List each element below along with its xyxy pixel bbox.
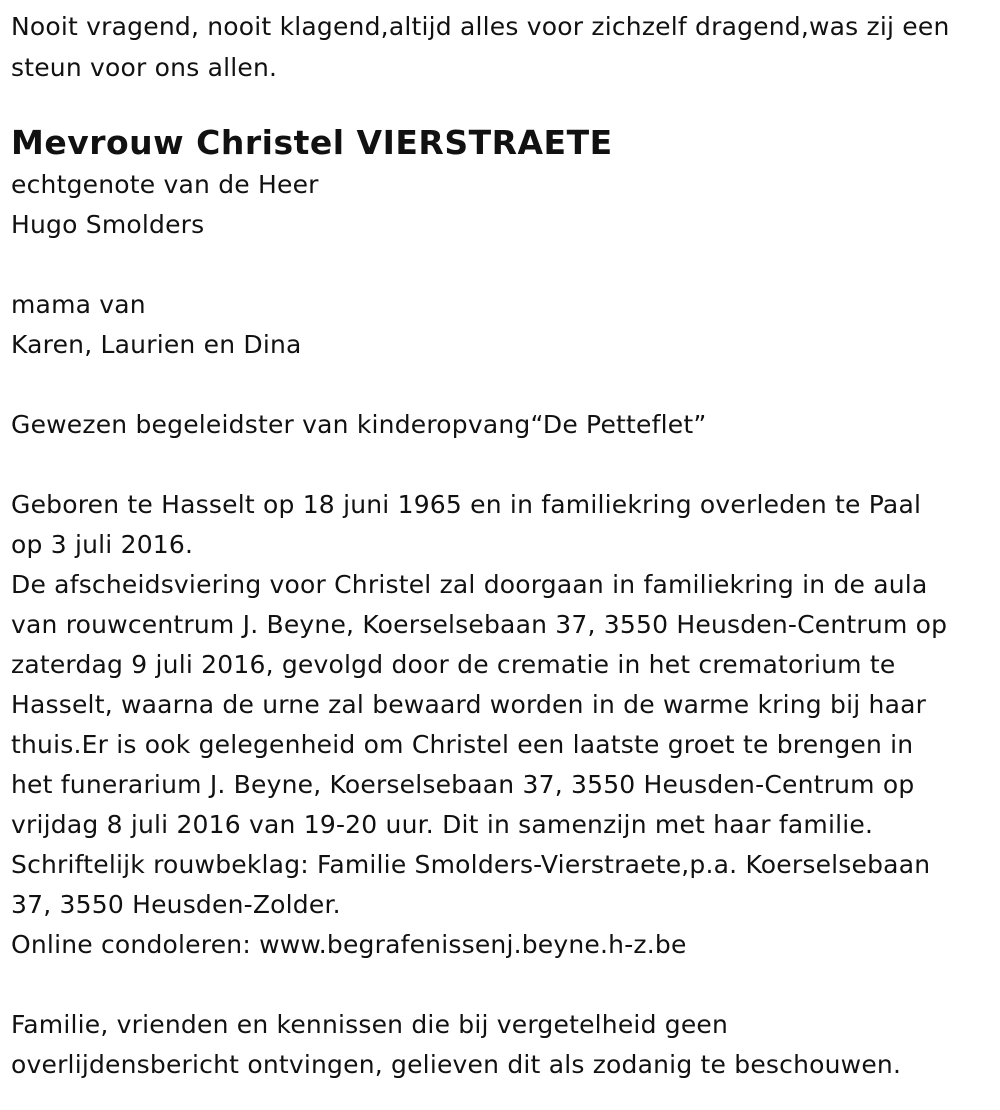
children-line: Karen, Laurien en Dina <box>11 330 302 359</box>
spacer <box>11 365 996 405</box>
closing-line: overlijdensbericht ontvingen, gelieven dit als zodanig te beschouwen. <box>11 1050 902 1079</box>
children-info <box>11 285 996 365</box>
announcement-line: Online condoleren: www.begrafenissenj.beyne.h-z.be <box>11 930 687 959</box>
closing-line: Familie, vrienden en kennissen die bij vergetelheid geen <box>11 1010 729 1039</box>
spouse-line: Hugo Smolders <box>11 210 205 239</box>
announcement-line: thuis.Er is ook gelegenheid om Christel een laatste groet te brengen in <box>11 730 914 759</box>
announcement-line: Hasselt, waarna de urne zal bewaard worden in de warme kring bij haar <box>11 690 927 719</box>
spacer <box>11 965 996 1005</box>
spouse-line: echtgenote van de Heer <box>11 170 319 199</box>
announcement-line: De afscheidsviering voor Christel zal doorgaan in familiekring in de aula <box>11 570 928 599</box>
spacer <box>11 89 996 121</box>
deceased-name: Mevrouw Christel VIERSTRAETE <box>11 123 613 162</box>
children-line: mama van <box>11 290 146 319</box>
announcement-line: vrijdag 8 juli 2016 van 19-20 uur. Dit in samenzijn met haar familie. <box>11 810 874 839</box>
occupation-line: Gewezen begeleidster van kinderopvang“De Petteflet” <box>11 410 707 439</box>
motto <box>11 7 996 89</box>
motto-line: Nooit vragend, nooit klagend,altijd alles voor zichzelf dragend,was zij een <box>11 12 950 41</box>
closing <box>11 1005 996 1085</box>
announcement-line: van rouwcentrum J. Beyne, Koerselsebaan 37, 3550 Heusden-Centrum op <box>11 610 948 639</box>
announcement-line: Geboren te Hasselt op 18 juni 1965 en in familiekring overleden te Paal <box>11 490 922 519</box>
announcement-line: 37, 3550 Heusden-Zolder. <box>11 890 341 919</box>
announcement-line: Schriftelijk rouwbeklag: Familie Smolders-Vierstraete,p.a. Koerselsebaan <box>11 850 931 879</box>
death-notice <box>11 7 996 1085</box>
announcement-line: het funerarium J. Beyne, Koerselsebaan 37, 3550 Heusden-Centrum op <box>11 770 915 799</box>
spacer <box>11 245 996 285</box>
spouse-info <box>11 165 996 245</box>
spacer <box>11 445 996 485</box>
announcement <box>11 485 996 965</box>
announcement-line: op 3 juli 2016. <box>11 530 194 559</box>
announcement-line: zaterdag 9 juli 2016, gevolgd door de crematie in het crematorium te <box>11 650 896 679</box>
motto-line: steun voor ons allen. <box>11 53 278 82</box>
